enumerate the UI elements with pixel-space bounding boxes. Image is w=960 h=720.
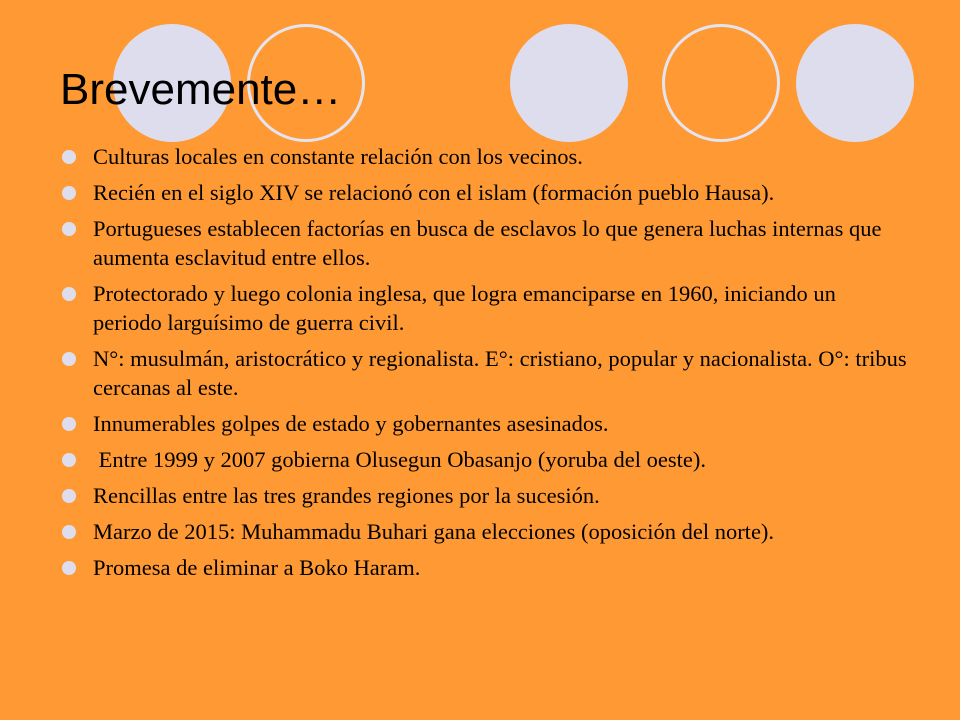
bullet-text: Marzo de 2015: Muhammadu Buhari gana elecciones (oposición del norte). [93, 519, 775, 544]
slide-title: Brevemente… [60, 65, 342, 114]
bullet-text: Recién en el siglo XIV se relacionó con el islam (formación pueblo Hausa). [93, 180, 775, 205]
bullet-item [60, 344, 910, 402]
bullet-item [60, 178, 910, 207]
bullet-item [60, 279, 910, 337]
decorative-circle-ring [662, 24, 780, 142]
bullet-text: Innumerables golpes de estado y gobernantes asesinados. [93, 411, 609, 436]
bullet-dot-icon [62, 352, 76, 366]
bullet-item [60, 214, 910, 272]
bullet-item [60, 142, 910, 171]
bullet-text: Culturas locales en constante relación con los vecinos. [93, 144, 583, 169]
bullet-text: Protectorado y luego colonia inglesa, que logra emanciparse en 1960, iniciando un periodo larguísimo de guerra civil. [93, 281, 836, 335]
bullet-text: N°: musulmán, aristocrático y regionalista. E°: cristiano, popular y nacionalista. O°: tribus cercanas al este. [93, 346, 907, 400]
bullet-item [60, 517, 910, 546]
decorative-circle-filled [796, 24, 914, 142]
bullet-text: Entre 1999 y 2007 gobierna Olusegun Obasanjo (yoruba del oeste). [93, 447, 706, 472]
bullet-dot-icon [62, 525, 76, 539]
bullet-dot-icon [62, 186, 76, 200]
bullet-text: Rencillas entre las tres grandes regiones por la sucesión. [93, 483, 600, 508]
bullet-text: Portugueses establecen factorías en busca de esclavos lo que genera luchas internas que aumenta esclavitud entre ellos. [93, 216, 882, 270]
bullet-dot-icon [62, 222, 76, 236]
bullet-text: Promesa de eliminar a Boko Haram. [93, 555, 421, 580]
bullet-dot-icon [62, 287, 76, 301]
bullet-list [60, 142, 910, 589]
bullet-item [60, 481, 910, 510]
bullet-item [60, 409, 910, 438]
bullet-item [60, 445, 910, 474]
bullet-dot-icon [62, 417, 76, 431]
bullet-item [60, 553, 910, 582]
bullet-dot-icon [62, 453, 76, 467]
bullet-dot-icon [62, 150, 76, 164]
bullet-dot-icon [62, 561, 76, 575]
bullet-dot-icon [62, 489, 76, 503]
decorative-circle-filled [510, 24, 628, 142]
